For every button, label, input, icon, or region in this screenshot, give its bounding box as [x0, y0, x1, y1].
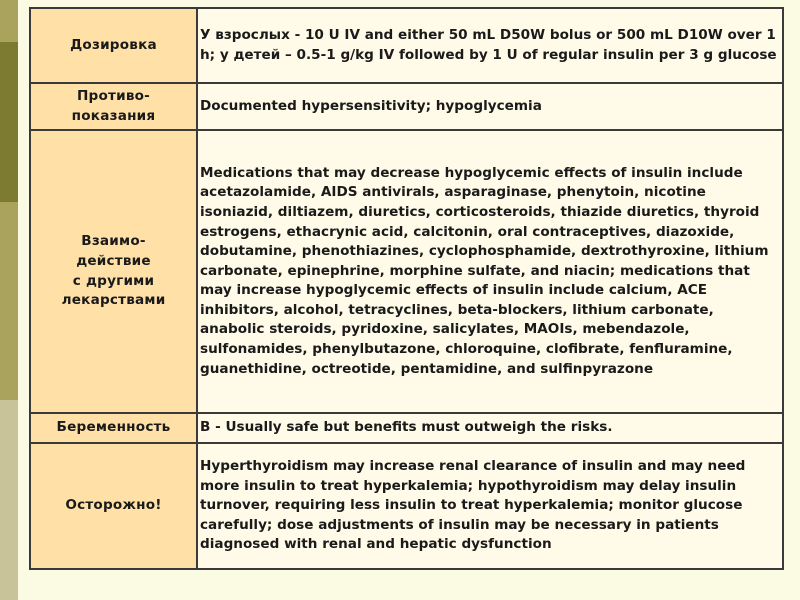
decorative-side-bar [0, 42, 18, 202]
row-label-interactions [30, 130, 197, 413]
row-text-precautions: Hyperthyroidism may increase renal clearance of insulin and may need more insulin to treat hyperkalemia; hypothyroidism may delay insulin turnover, requiring less insulin to treat hyperkalemia; monitor glucose carefully; dose adjustments of insulin may be necessary in patients diagnosed with renal and hepatic dysfunction [197, 443, 783, 569]
decorative-side-bar [0, 202, 18, 400]
row-text-dosage: У взрослых - 10 U IV and either 50 mL D50W bolus or 500 mL D10W over 1 h; у детей – 0.5-1 g/kg IV followed by 1 U of regular insulin per 3 g glucose [197, 8, 783, 83]
row-label-line: лекарствами [61, 292, 166, 309]
row-text-pregnancy: B - Usually safe but benefits must outweigh the risks. [197, 413, 783, 443]
row-label-precautions [30, 443, 197, 569]
table-row-contraindications [30, 83, 783, 130]
table-row-interactions [30, 130, 783, 413]
row-label-line: показания [71, 107, 156, 124]
table-row-pregnancy [30, 413, 783, 443]
row-label-line: Беременность [56, 419, 171, 436]
row-text-interactions: Medications that may decrease hypoglycemic effects of insulin include acetazolamide, AIDS antivirals, asparaginase, phenytoin, nicotine isoniazid, diltiazem, diuretics, corticosteroids, thiazide diuretics, thyroid estrogens, ethacrynic acid, calcitonin, oral contraceptives, diazoxide, dobutamine, phenothiazines, cyclophosphamide, dextrothyroxine, lithium carbonate, epinephrine, morphine sulfate, and niacin; medications that may increase hypoglycemic effects of insulin include calcium, ACE inhibitors, alcohol, tetracyclines, beta-blockers, lithium carbonate, anabolic steroids, pyridoxine, salicylates, MAOIs, mebendazole, sulfonamides, phenylbutazone, chloroquine, clofibrate, fenfluramine, guanethidine, octreotide, pentamidine, and sulfinpyrazone [197, 130, 783, 413]
row-label-contraindications [30, 83, 197, 130]
row-label-line: Дозировка [70, 36, 157, 53]
row-label-line: с другими [72, 272, 155, 289]
row-label-line: Противо- [76, 87, 151, 104]
row-label-line: Осторожно! [65, 497, 162, 514]
decorative-side-bar [0, 0, 18, 42]
row-label-dosage [30, 8, 197, 83]
row-label-pregnancy [30, 413, 197, 443]
row-label-line: действие [76, 252, 151, 269]
table-row-dosage [30, 8, 783, 83]
row-text-contraindications: Documented hypersensitivity; hypoglycemia [197, 83, 783, 130]
drug-info-table [29, 7, 784, 570]
row-label-line: Взаимо- [81, 233, 146, 250]
table-row-precautions [30, 443, 783, 569]
decorative-side-bar [0, 400, 18, 600]
